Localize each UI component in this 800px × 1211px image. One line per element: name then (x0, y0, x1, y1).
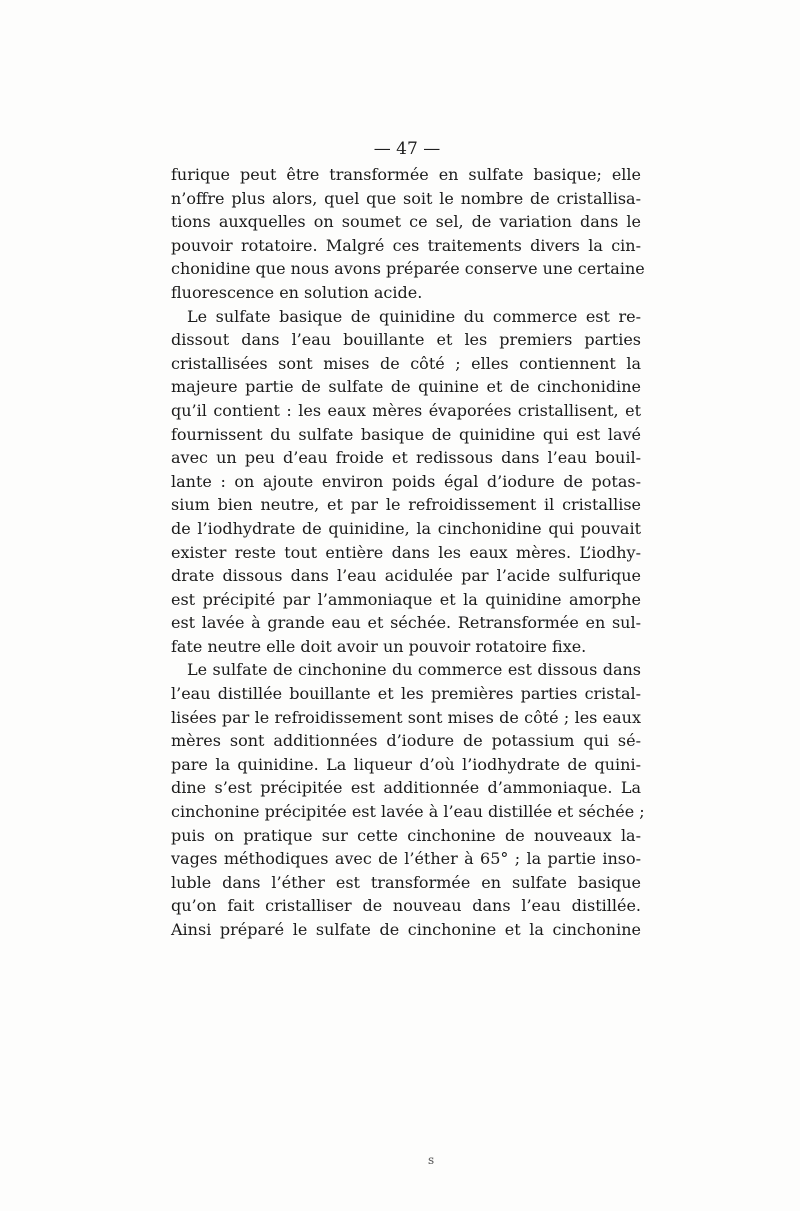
text-line: qu’il contient : les eaux mères évaporées cristallisent, et (171, 400, 641, 420)
text-line: pouvoir rotatoire. Malgré ces traitements divers la cin- (171, 235, 641, 255)
page-number: — 47 — (373, 139, 441, 159)
text-line: cinchonine précipitée est lavée à l’eau distillée et séchée ; (171, 802, 645, 822)
text-line: est précipité par l’ammoniaque et la quinidine amorphe (171, 589, 641, 609)
text-line: luble dans l’éther est transformée en sulfate basique (171, 872, 641, 892)
text-line: drate dissous dans l’eau acidulée par l’acide sulfurique (171, 566, 641, 586)
text-line: sium bien neutre, et par le refroidissement il cristallise (171, 495, 641, 515)
text-line: dissout dans l’eau bouillante et les premiers parties (171, 330, 641, 350)
body-text (171, 163, 645, 942)
text-line: de l’iodhydrate de quinidine, la cinchonidine qui pouvait (171, 518, 641, 538)
text-line: n’offre plus alors, quel que soit le nombre de cristallisa- (171, 188, 641, 208)
page-mark: ꜱ (428, 1153, 435, 1167)
text-line: mères sont additionnées d’iodure de potassium qui sé- (171, 731, 641, 751)
text-line: Ainsi préparé le sulfate de cinchonine et la cinchonine (171, 920, 641, 939)
text-line: qu’on fait cristalliser de nouveau dans l’eau distillée. (171, 896, 641, 916)
text-line: chonidine que nous avons préparée conserve une certaine (171, 259, 645, 279)
text-line: lante : on ajoute environ poids égal d’iodure de potas- (171, 471, 641, 491)
text-line: avec un peu d’eau froide et redissous dans l’eau bouil- (171, 448, 641, 468)
text-line: exister reste tout entière dans les eaux mères. L’iodhy- (171, 542, 641, 562)
text-line: cristallisées sont mises de côté ; elles contiennent la (171, 353, 641, 373)
text-line: puis on pratique sur cette cinchonine de nouveaux la- (171, 825, 641, 845)
paragraph-start-line: Le sulfate basique de quinidine du commerce est re- (187, 306, 641, 326)
text-line: majeure partie de sulfate de quinine et de cinchonidine (171, 377, 641, 397)
text-line: lisées par le refroidissement sont mises de côté ; les eaux (171, 707, 641, 727)
text-line: fate neutre elle doit avoir un pouvoir rotatoire fixe. (171, 636, 587, 656)
text-line: fluorescence en solution acide. (171, 282, 423, 302)
text-line: est lavée à grande eau et séchée. Retransformée en sul- (171, 613, 641, 633)
text-line: fournissent du sulfate basique de quinidine qui est lavé (171, 424, 641, 444)
text-line: dine s’est précipitée est additionnée d’ammoniaque. La (171, 778, 641, 798)
text-line: pare la quinidine. La liqueur d’où l’iodhydrate de quini- (171, 754, 641, 774)
text-line: vages méthodiques avec de l’éther à 65° ; la partie inso- (171, 849, 641, 869)
paragraph-start-line: Le sulfate de cinchonine du commerce est dissous dans (187, 660, 641, 680)
text-line: furique peut être transformée en sulfate basique; elle (171, 165, 641, 184)
text-line: l’eau distillée bouillante et les premières parties cristal- (171, 684, 641, 704)
text-line: tions auxquelles on soumet ce sel, de variation dans le (171, 212, 641, 232)
